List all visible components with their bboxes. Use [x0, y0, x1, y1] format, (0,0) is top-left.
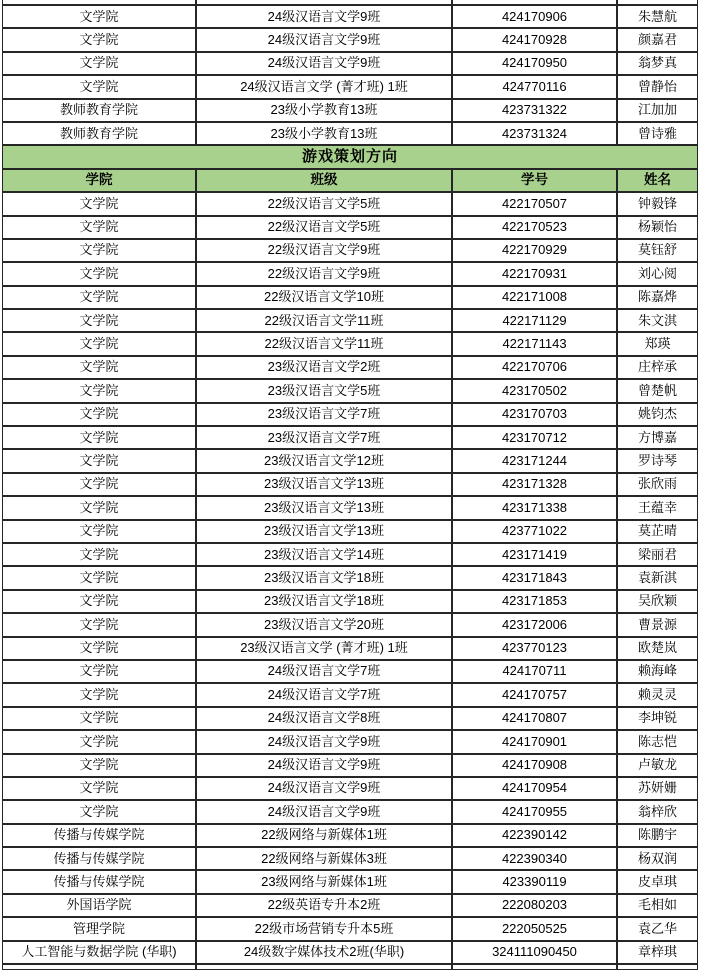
college-cell: 文学院 [2, 52, 196, 75]
name-cell: 曾楚帆 [617, 379, 698, 402]
table-row [2, 216, 698, 239]
student-id-cell: 424170908 [452, 754, 617, 777]
name-cell: 陈志恺 [617, 730, 698, 753]
name-cell: 庄梓承 [617, 356, 698, 379]
name-cell: 苏妍姗 [617, 777, 698, 800]
student-id-cell: 422171129 [452, 309, 617, 332]
student-id-cell: 423171328 [452, 473, 617, 496]
college-cell: 文学院 [2, 449, 196, 472]
college-cell: 文学院 [2, 286, 196, 309]
table-row [2, 449, 698, 472]
table-row [2, 496, 698, 519]
college-cell: 文学院 [2, 216, 196, 239]
college-cell: 文学院 [2, 28, 196, 51]
student-id-cell: 423171419 [452, 543, 617, 566]
class-cell: 23级汉语言文学5班 [196, 379, 452, 402]
student-id-cell: 222080203 [452, 894, 617, 917]
college-cell: 传播与传媒学院 [2, 847, 196, 870]
class-cell: 22级汉语言文学10班 [196, 286, 452, 309]
student-table [2, 0, 698, 970]
table-row [2, 309, 698, 332]
class-cell [196, 964, 452, 970]
top-rows [2, 5, 698, 145]
class-cell: 23级汉语言文学2班 [196, 356, 452, 379]
student-id-cell: 423170712 [452, 426, 617, 449]
name-cell: 钟毅锋 [617, 192, 698, 215]
college-cell [2, 964, 196, 970]
name-cell: 王蕴幸 [617, 496, 698, 519]
class-cell: 23级汉语言文学13班 [196, 473, 452, 496]
college-cell: 传播与传媒学院 [2, 824, 196, 847]
student-id-cell: 422170523 [452, 216, 617, 239]
name-cell [617, 964, 698, 970]
student-id-cell: 423171843 [452, 566, 617, 589]
partial-row-bottom [2, 964, 698, 970]
student-id-cell: 424170955 [452, 800, 617, 823]
main-rows [2, 192, 698, 964]
student-id-cell: 423171853 [452, 590, 617, 613]
table-row [2, 800, 698, 823]
class-cell: 22级汉语言文学5班 [196, 192, 452, 215]
table-row [2, 379, 698, 402]
college-cell: 文学院 [2, 637, 196, 660]
college-cell: 传播与传媒学院 [2, 870, 196, 893]
student-id-cell: 424170901 [452, 730, 617, 753]
student-id-cell: 424170757 [452, 683, 617, 706]
student-id-cell: 424170954 [452, 777, 617, 800]
college-cell: 文学院 [2, 496, 196, 519]
student-id-cell [452, 964, 617, 970]
table-row [2, 847, 698, 870]
college-cell: 文学院 [2, 262, 196, 285]
college-cell: 文学院 [2, 379, 196, 402]
class-cell: 22级汉语言文学11班 [196, 332, 452, 355]
name-cell: 卢敏龙 [617, 754, 698, 777]
college-cell: 文学院 [2, 777, 196, 800]
class-cell: 22级汉语言文学9班 [196, 262, 452, 285]
college-cell: 文学院 [2, 403, 196, 426]
class-cell: 24级汉语言文学7班 [196, 660, 452, 683]
college-cell: 教师教育学院 [2, 122, 196, 145]
section-title: 游戏策划方向 [2, 145, 698, 168]
name-cell: 朱慧航 [617, 5, 698, 28]
student-id-cell: 423170703 [452, 403, 617, 426]
class-cell: 22级英语专升本2班 [196, 894, 452, 917]
name-cell: 陈嘉烨 [617, 286, 698, 309]
class-cell: 24级汉语言文学9班 [196, 5, 452, 28]
class-cell: 24级汉语言文学9班 [196, 777, 452, 800]
table-row [2, 824, 698, 847]
table-row [2, 660, 698, 683]
class-cell: 22级汉语言文学9班 [196, 239, 452, 262]
student-id-cell: 422170929 [452, 239, 617, 262]
column-header-name: 姓名 [617, 169, 698, 192]
class-cell: 23级汉语言文学7班 [196, 426, 452, 449]
table-row [2, 5, 698, 28]
student-id-cell: 422171008 [452, 286, 617, 309]
student-id-cell: 422390142 [452, 824, 617, 847]
table-row [2, 730, 698, 753]
student-id-cell: 423731322 [452, 99, 617, 122]
name-cell: 曾诗雅 [617, 122, 698, 145]
student-id-cell: 324111090450 [452, 941, 617, 964]
class-cell: 24级汉语言文学9班 [196, 28, 452, 51]
class-cell: 22级网络与新媒体1班 [196, 824, 452, 847]
table-row [2, 590, 698, 613]
student-id-cell: 423771022 [452, 520, 617, 543]
student-id-cell: 423731324 [452, 122, 617, 145]
class-cell: 24级汉语言文学 (菁才班) 1班 [196, 75, 452, 98]
student-id-cell: 423171244 [452, 449, 617, 472]
college-cell: 外国语学院 [2, 894, 196, 917]
table-row [2, 613, 698, 636]
table-row [2, 192, 698, 215]
table-row [2, 707, 698, 730]
name-cell: 曹景源 [617, 613, 698, 636]
college-cell: 文学院 [2, 309, 196, 332]
student-id-cell: 422390340 [452, 847, 617, 870]
table-row [2, 917, 698, 940]
class-cell: 22级汉语言文学11班 [196, 309, 452, 332]
college-cell: 文学院 [2, 707, 196, 730]
table-row [2, 403, 698, 426]
table-row [2, 894, 698, 917]
name-cell: 皮卓琪 [617, 870, 698, 893]
table-row [2, 637, 698, 660]
table-row [2, 543, 698, 566]
class-cell: 24级汉语言文学8班 [196, 707, 452, 730]
section-header-row [2, 145, 698, 168]
name-cell: 袁乙华 [617, 917, 698, 940]
name-cell: 欧楚岚 [617, 637, 698, 660]
name-cell: 陈鹏宇 [617, 824, 698, 847]
table-row [2, 520, 698, 543]
class-cell: 23级小学教育13班 [196, 99, 452, 122]
class-cell: 23级汉语言文学13班 [196, 496, 452, 519]
table-row [2, 777, 698, 800]
table-row [2, 239, 698, 262]
name-cell: 杨颖怡 [617, 216, 698, 239]
class-cell: 24级汉语言文学9班 [196, 754, 452, 777]
college-cell: 文学院 [2, 730, 196, 753]
table-row [2, 262, 698, 285]
student-id-cell: 423390119 [452, 870, 617, 893]
class-cell: 23级汉语言文学7班 [196, 403, 452, 426]
student-id-cell: 423172006 [452, 613, 617, 636]
table-row [2, 754, 698, 777]
name-cell: 颜嘉君 [617, 28, 698, 51]
table-row [2, 75, 698, 98]
column-header-class: 班级 [196, 169, 452, 192]
name-cell: 莫芷晴 [617, 520, 698, 543]
table-row [2, 473, 698, 496]
name-cell: 罗诗琴 [617, 449, 698, 472]
name-cell: 李坤锐 [617, 707, 698, 730]
college-cell: 文学院 [2, 613, 196, 636]
table-row [2, 286, 698, 309]
table-row [2, 99, 698, 122]
student-id-cell: 424170807 [452, 707, 617, 730]
college-cell: 人工智能与数据学院 (华职) [2, 941, 196, 964]
college-cell: 文学院 [2, 5, 196, 28]
name-cell: 朱文淇 [617, 309, 698, 332]
table-row [2, 122, 698, 145]
name-cell: 赖海峰 [617, 660, 698, 683]
college-cell: 文学院 [2, 754, 196, 777]
class-cell: 23级汉语言文学18班 [196, 566, 452, 589]
student-id-cell: 422170507 [452, 192, 617, 215]
class-cell: 23级汉语言文学20班 [196, 613, 452, 636]
college-cell: 文学院 [2, 683, 196, 706]
college-cell: 文学院 [2, 426, 196, 449]
table-row [2, 52, 698, 75]
class-cell: 22级汉语言文学5班 [196, 216, 452, 239]
student-id-cell: 424170906 [452, 5, 617, 28]
class-cell: 24级数字媒体技术2班(华职) [196, 941, 452, 964]
class-cell: 23级汉语言文学14班 [196, 543, 452, 566]
college-cell: 文学院 [2, 660, 196, 683]
college-cell: 文学院 [2, 239, 196, 262]
name-cell: 江加加 [617, 99, 698, 122]
name-cell: 郑瑛 [617, 332, 698, 355]
class-cell: 23级网络与新媒体1班 [196, 870, 452, 893]
student-id-cell: 423770123 [452, 637, 617, 660]
name-cell: 梁丽君 [617, 543, 698, 566]
college-cell: 管理学院 [2, 917, 196, 940]
name-cell: 章梓琪 [617, 941, 698, 964]
table-row [2, 426, 698, 449]
name-cell: 方博嘉 [617, 426, 698, 449]
name-cell: 翁梓欣 [617, 800, 698, 823]
class-cell: 23级汉语言文学12班 [196, 449, 452, 472]
college-cell: 文学院 [2, 75, 196, 98]
college-cell: 文学院 [2, 543, 196, 566]
bottom-partial [2, 964, 698, 970]
student-id-cell: 422170706 [452, 356, 617, 379]
name-cell: 翁梦真 [617, 52, 698, 75]
table-row [2, 566, 698, 589]
name-cell: 刘心阅 [617, 262, 698, 285]
name-cell: 吴欣颖 [617, 590, 698, 613]
class-cell: 23级小学教育13班 [196, 122, 452, 145]
class-cell: 22级网络与新媒体3班 [196, 847, 452, 870]
student-id-cell: 222050525 [452, 917, 617, 940]
college-cell: 文学院 [2, 800, 196, 823]
college-cell: 文学院 [2, 473, 196, 496]
college-cell: 文学院 [2, 356, 196, 379]
table-row [2, 332, 698, 355]
class-cell: 23级汉语言文学18班 [196, 590, 452, 613]
name-cell: 张欣雨 [617, 473, 698, 496]
student-id-cell: 424170711 [452, 660, 617, 683]
college-cell: 教师教育学院 [2, 99, 196, 122]
name-cell: 赖灵灵 [617, 683, 698, 706]
student-id-cell: 424770116 [452, 75, 617, 98]
column-header-row [2, 169, 698, 192]
name-cell: 姚钧杰 [617, 403, 698, 426]
college-cell: 文学院 [2, 332, 196, 355]
student-id-cell: 423170502 [452, 379, 617, 402]
class-cell: 23级汉语言文学13班 [196, 520, 452, 543]
college-cell: 文学院 [2, 192, 196, 215]
student-id-cell: 423171338 [452, 496, 617, 519]
table-row [2, 356, 698, 379]
table-row [2, 870, 698, 893]
class-cell: 24级汉语言文学9班 [196, 730, 452, 753]
class-cell: 24级汉语言文学7班 [196, 683, 452, 706]
student-id-cell: 422170931 [452, 262, 617, 285]
name-cell: 杨双润 [617, 847, 698, 870]
section-block [2, 145, 698, 192]
student-id-cell: 424170928 [452, 28, 617, 51]
student-id-cell: 422171143 [452, 332, 617, 355]
column-header-college: 学院 [2, 169, 196, 192]
name-cell: 袁新淇 [617, 566, 698, 589]
class-cell: 23级汉语言文学 (菁才班) 1班 [196, 637, 452, 660]
college-cell: 文学院 [2, 566, 196, 589]
class-cell: 22级市场营销专升本5班 [196, 917, 452, 940]
student-id-cell: 424170950 [452, 52, 617, 75]
name-cell: 莫钰舒 [617, 239, 698, 262]
college-cell: 文学院 [2, 590, 196, 613]
name-cell: 曾静怡 [617, 75, 698, 98]
name-cell: 毛相如 [617, 894, 698, 917]
table-row [2, 941, 698, 964]
class-cell: 24级汉语言文学9班 [196, 800, 452, 823]
table-row [2, 683, 698, 706]
college-cell: 文学院 [2, 520, 196, 543]
class-cell: 24级汉语言文学9班 [196, 52, 452, 75]
table-row [2, 28, 698, 51]
column-header-student-id: 学号 [452, 169, 617, 192]
